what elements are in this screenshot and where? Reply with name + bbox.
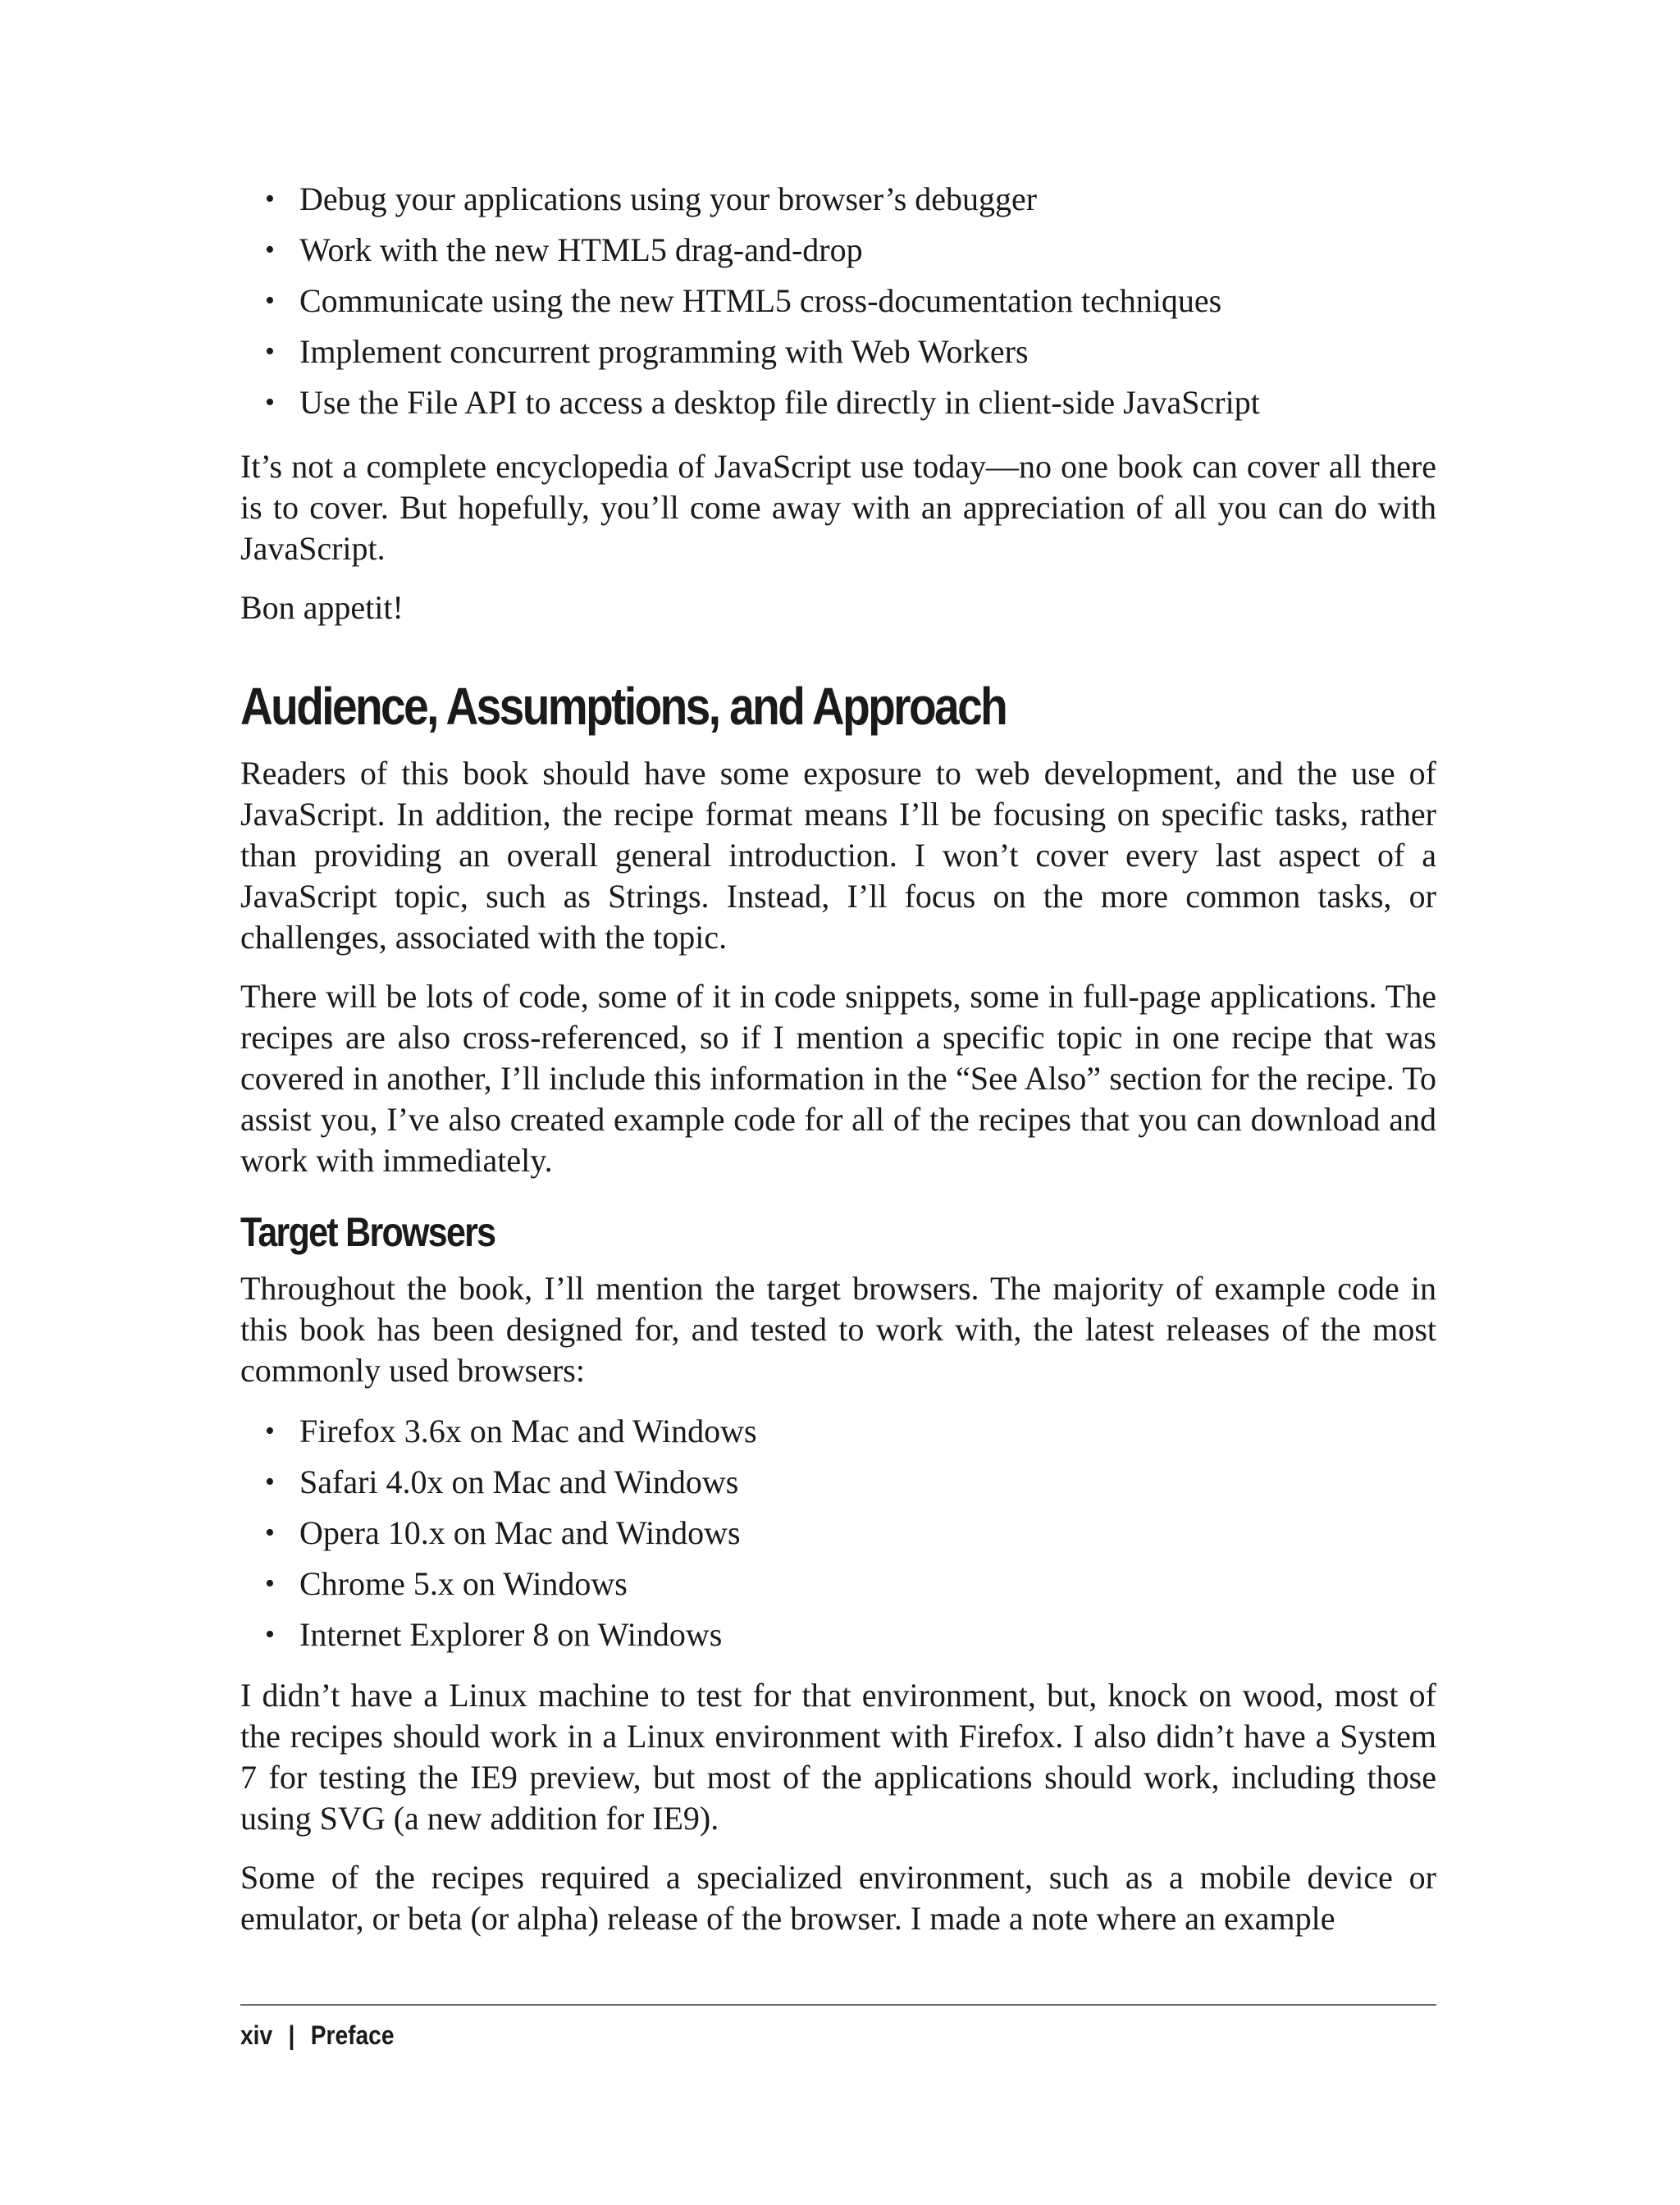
closing-line: Bon appetit! [240, 589, 404, 626]
list-item-text: Work with the new HTML5 drag-and-drop [299, 231, 863, 268]
bullet-icon: • [265, 1416, 275, 1446]
subsection-paragraph: Some of the recipes required a specialized environment, such as a mobile device or emulator, or beta (or alpha) release of the browser. I made a note where an example [240, 1859, 1436, 1937]
list-item-text: Implement concurrent programming with Web Workers [299, 333, 1029, 370]
list-item [240, 1559, 1436, 1609]
page-content [240, 174, 1436, 1939]
list-item-text: Firefox 3.6x on Mac and Windows [299, 1413, 757, 1449]
list-item [240, 1457, 1436, 1508]
section-heading: Audience, Assumptions, and Approach [240, 677, 1007, 736]
intro-paragraph: It’s not a complete encyclopedia of JavaScript use today—no one book can cover all there is to cover. But hopefully, you’ll come away with an appreciation of all you can do with JavaScript. [240, 448, 1436, 567]
page-number: xiv [240, 2020, 273, 2050]
list-item-text: Communicate using the new HTML5 cross-documentation techniques [299, 282, 1222, 319]
section-paragraph: Readers of this book should have some exposure to web development, and the use of JavaScript. In addition, the recipe format means I’ll be focusing on specific tasks, rather than providing an overall general introduction. I won’t cover every last aspect of a JavaScript topic, such as Strings. Instead, I’ll focus on the more common tasks, or challenges, associated with the topic. [240, 755, 1436, 956]
section-paragraph: There will be lots of code, some of it in code snippets, some in full-page applications. The recipes are also cross-referenced, so if I mention a specific topic in one recipe that was covered in another, I’ll include this information in the “See Also” section for the recipe. To assist you, I’ve also created example code for all of the recipes that you can download and work with immediately. [240, 978, 1436, 1179]
list-item [240, 1406, 1436, 1457]
page-footer [240, 2004, 1436, 2052]
list-item [240, 276, 1436, 326]
footer-divider [240, 2004, 1436, 2006]
list-item [240, 326, 1436, 377]
subsection-intro: Throughout the book, I’ll mention the target browsers. The majority of example code in this book has been designed for, and tested to work with, the latest releases of the most commonly used browsers: [240, 1270, 1436, 1389]
bullet-icon: • [265, 1568, 275, 1599]
list-item-text: Safari 4.0x on Mac and Windows [299, 1463, 739, 1500]
footer-separator: | [288, 2020, 295, 2050]
bullet-icon: • [265, 387, 275, 418]
list-item-text: Opera 10.x on Mac and Windows [299, 1514, 741, 1551]
list-item [240, 1508, 1436, 1559]
list-item-text: Chrome 5.x on Windows [299, 1565, 628, 1602]
list-item-text: Internet Explorer 8 on Windows [299, 1616, 723, 1653]
bullet-icon: • [265, 1467, 275, 1497]
browser-list [240, 1406, 1436, 1660]
bullet-icon: • [265, 1518, 275, 1548]
bullet-icon: • [265, 235, 275, 265]
list-item-text: Use the File API to access a desktop file directly in client-side JavaScript [299, 384, 1260, 421]
list-item [240, 225, 1436, 276]
footer-line [240, 2019, 1293, 2052]
bullet-icon: • [265, 184, 275, 214]
list-item [240, 174, 1436, 225]
intro-bullet-list [240, 174, 1436, 428]
subsection-paragraph: I didn’t have a Linux machine to test for that environment, but, knock on wood, most of the recipes should work in a Linux environment with Firefox. I also didn’t have a System 7 for testing the IE9 preview, but most of the applications should work, including those using SVG (a new addition for IE9). [240, 1677, 1436, 1837]
list-item-text: Debug your applications using your browser’s debugger [299, 180, 1038, 217]
list-item [240, 1609, 1436, 1660]
list-item [240, 377, 1436, 428]
bullet-icon: • [265, 285, 275, 316]
subsection-heading: Target Browsers [240, 1209, 495, 1255]
bullet-icon: • [265, 336, 275, 367]
footer-section-name: Preface [310, 2020, 395, 2050]
bullet-icon: • [265, 1619, 275, 1650]
